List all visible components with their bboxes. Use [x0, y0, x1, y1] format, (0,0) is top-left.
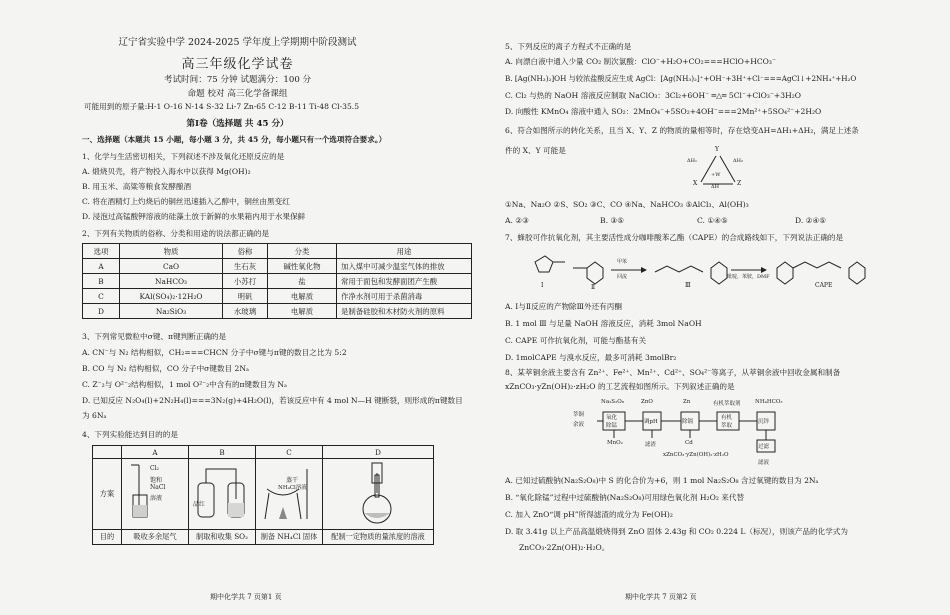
page-footer: 期中化学共 7 页第1 页: [210, 593, 282, 601]
label-dh1: ΔH₁: [687, 158, 697, 164]
q6-stem-cont: 件的 X、Y 可能是: [505, 146, 566, 155]
q3-stem: 3、下列常见微粒中σ键、π键判断正确的是: [82, 332, 227, 341]
q8-option: A. 已知过硫酸钠(Na₂S₂O₈)中 S 的化合价为+6，则 1 mol Na₂S₂O₈ 含过氧键的数目为 2Nₐ: [505, 476, 819, 485]
table-cell: 电解质: [268, 289, 337, 304]
flow-step-oxidize: 氧化: [606, 415, 618, 421]
table-header: C: [256, 446, 323, 459]
table-header-row: [83, 244, 472, 259]
q1-option: C. 将在酒精灯上灼烧后的铜丝迅速插入乙醇中，铜丝由黑变红: [82, 197, 290, 206]
q6-stem: 6、符合如图所示的转化关系，且当 X、Y、Z 的物质的量相等时，存在焓变ΔH=ΔH₁+ΔH₂，满足上述条: [505, 126, 859, 135]
table-cell: 常用于面包和发酵面团产生酸: [337, 274, 472, 289]
q6-option: A. ②③: [505, 216, 529, 225]
cond-toluene: 甲苯: [617, 259, 628, 265]
table-cell: 作净水剂可用于杀菌消毒: [337, 289, 472, 304]
apparatus-d-figure: [326, 459, 430, 527]
q1-option: B. 用玉米、高粱等粮食发酵酿酒: [82, 182, 192, 191]
q8-option: B. “氧化除锰”过程中过硫酸钠(Na₂S₂O₈)可用绿色氧化剂 H₂O₂ 来代替: [505, 493, 745, 502]
label-nacl: NaCl: [150, 484, 166, 491]
table-cell: 碱性氧化物: [268, 259, 337, 274]
label-dh2: ΔH₂: [733, 158, 743, 164]
apparatus-b-figure: [192, 459, 252, 527]
flow-reagent-4: 有机萃取剂: [713, 401, 741, 407]
q3-option: B. CO 与 N₂ 结构相似，CO 分子中σ键数目 2Nₐ: [82, 364, 249, 373]
exam-page-2: [475, 0, 950, 615]
flow-step-demn: 除锰: [606, 423, 618, 429]
table-header: 俗称: [223, 244, 268, 259]
q7-structures: [515, 248, 895, 292]
label-saturated: 饱和: [150, 477, 163, 484]
apparatus-c: [256, 459, 323, 530]
section-instruction: 一、选择题（本题共 15 小题，每小题 3 分，共 45 分，每小题只有一个选项符合要求。）: [82, 135, 387, 144]
q3-option: C. Z⁻₂与 O²⁻₂结构相似，1 mol O²⁻₂中含有的π键数目为 Nₐ: [82, 380, 287, 389]
q6-choices: ①Na、Na₂O ②S、SO₂ ③C、CO ④Na、NaHCO₃ ⑤AlCl₃、Al(OH)₃: [505, 200, 749, 209]
q5-option: C. Cl₂ 与热的 NaOH 溶液反应制取 NaClO₃：3Cl₂+6OH⁻ ═△═ 5Cl⁻+ClO₃⁻+3H₂O: [505, 91, 801, 100]
q7-option: C. CAPE 可作抗氧化剂，可能与酯基有关: [505, 336, 647, 345]
table-row: [93, 459, 434, 530]
table-cell: 配制一定物质的量浓度的溶液: [323, 530, 434, 545]
table-header-row: [93, 446, 434, 459]
compound-iii: Ⅲ: [685, 282, 691, 289]
label-nh4cl-solution: NH₄Cl溶液: [278, 485, 307, 491]
flow-reagent-1: Na₂S₂O₈: [601, 399, 624, 405]
flow-step-decd: 除镉: [682, 419, 694, 425]
label-solution: 溶液: [150, 495, 163, 502]
table-header: 分类: [268, 244, 337, 259]
apparatus-d: [323, 459, 434, 530]
q8-option: C. 加入 ZnO“调 pH”所得滤渣的成分为 Fe(OH)₂: [505, 510, 673, 519]
table-cell: C: [83, 289, 120, 304]
q8-option: D. 取 3.41g 以上产品高温煅烧得到 ZnO 固体 2.43g 和 CO₂ 0.224 L（标况），则该产品的化学式为: [505, 527, 848, 536]
flow-product: xZnCO₃·yZn(OH)₂·zH₂O: [663, 452, 729, 458]
flow-out-cd: Cd: [685, 440, 693, 446]
label-evaporate: 蒸干: [286, 477, 299, 484]
q8-stem: 8、某萃铜余液主要含有 Zn²⁺、Fe²⁺、Mn²⁺、Cd²⁺、SO₄²⁻等离子，从萃铜余液中回收金属和制备: [505, 368, 841, 377]
compound-ii: Ⅱ: [591, 284, 596, 291]
flow-step-ph: 调pH: [644, 419, 658, 425]
q1-option: D. 浸泡过高锰酸钾溶液的硅藻土放于新鲜的水果箱内用于水果保鲜: [82, 212, 306, 221]
table-row: [83, 259, 472, 274]
table-row: [83, 274, 472, 289]
atomic-masses: 可能用到的原子量:H-1 O-16 N-14 S-32 Li-7 Zn-65 C-12 B-11 Ti-48 Cl-35.5: [84, 102, 360, 111]
q1-stem: 1、化学与生活密切相关，下列叙述不涉及氧化还原反应的是: [82, 152, 285, 161]
q8-flowchart: [571, 396, 851, 470]
flow-out-filtrate: 滤液: [758, 460, 770, 466]
apparatus-c-figure: [259, 459, 319, 527]
table-header: 用途: [337, 244, 472, 259]
table-cell: 制备 NH₄Cl 固体: [256, 530, 323, 545]
q4-stem: 4、下列实验能达到目的的是: [82, 430, 178, 439]
apparatus-b: [189, 459, 256, 530]
table-cell: D: [83, 304, 120, 319]
q2-stem: 2、下列有关物质的俗称、分类和用途的说法都正确的是: [82, 229, 270, 238]
q2-table: [82, 243, 472, 319]
school-title: 辽宁省实验中学 2024-2025 学年度上学期期中阶段测试: [118, 37, 357, 48]
table-cell: Na₂SiO₃: [120, 304, 223, 319]
table-header: 选项: [83, 244, 120, 259]
q6-option: D. ②④⑤: [795, 216, 827, 225]
q8-option-cont: ZnCO₃·2Zn(OH)₂·H₂O。: [519, 543, 610, 552]
q5-option: A. 向漂白液中通入少量 CO₂ 制次氯酸：ClO⁻+H₂O+CO₂===HClO+HCO₃⁻: [505, 57, 776, 66]
flow-step-filter: 过滤: [758, 444, 770, 450]
table-cell: 加入煤中可减少温室气体的排放: [337, 259, 472, 274]
label-w: +W: [711, 172, 721, 178]
flow-feed-2: 余液: [573, 422, 585, 428]
table-header: D: [323, 446, 434, 459]
node-z: Z: [737, 180, 742, 187]
table-cell: 方案: [93, 459, 122, 530]
table-header: 物质: [120, 244, 223, 259]
label-dh: ΔH: [711, 184, 719, 190]
exam-info: 考试时间：75 分钟 试题满分：100 分: [163, 75, 312, 85]
proposer-line: 命题 校对 高三化学备课组: [187, 89, 288, 99]
q7-synthesis-route: [515, 248, 895, 292]
cond-pyridine: 吡啶，苯胺，DMF: [727, 274, 770, 280]
flow-step-organic: 有机: [721, 415, 733, 421]
flow-step-extract: 萃取: [721, 423, 733, 429]
q7-option: D. 1molCAPE 与溴水反应，最多可消耗 3molBr₂: [505, 353, 677, 362]
q3-option: D. 已知反应 N₂O₄(l)+2N₂H₄(l)===3N₂(g)+4H₂O(l)，若该反应中有 4 mol N—H 键断裂，则形成的π键数目: [82, 396, 463, 405]
q5-option: B. [Ag(NH₃)₂]OH 与较浓盐酸反应生成 AgCl：[Ag(NH₃)₂]⁺+OH⁻+3H⁺+Cl⁻===AgCl↓+2NH₄⁺+H₂O: [505, 74, 857, 83]
table-cell: 明矾: [223, 289, 268, 304]
q7-option: A. Ⅰ与Ⅱ反应的产物除Ⅲ外还有丙酮: [505, 302, 622, 311]
table-cell: KAl(SO₄)₂·12H₂O: [120, 289, 223, 304]
q7-stem: 7、蜂胶可作抗氧化剂，其主要活性成分咖啡酸苯乙酯（CAPE）的合成路线如下，下列说法正确的是: [505, 233, 844, 242]
q3-option: A. CN⁻与 N₂ 结构相似，CH₂===CHCN 分子中σ键与π键的数目之比为 5:2: [82, 348, 347, 357]
q6-option: C. ①④⑤: [697, 216, 728, 225]
q3-option: 为 6Nₐ: [82, 411, 107, 420]
node-x: X: [693, 180, 698, 187]
table-cell: 电解质: [268, 304, 337, 319]
table-cell: 水玻璃: [223, 304, 268, 319]
table-cell: NaHCO₃: [120, 274, 223, 289]
compound-cape: CAPE: [815, 282, 833, 289]
section-title: 第Ⅰ卷（选择题 共 45 分）: [186, 119, 289, 129]
table-row: [83, 304, 472, 319]
apparatus-a: [122, 459, 189, 530]
table-row: [93, 530, 434, 545]
cond-reflux: 回流: [617, 274, 628, 280]
compound-i: Ⅰ: [541, 282, 544, 289]
q4-table: [92, 445, 434, 545]
node-y: Y: [715, 146, 719, 153]
label-cl2: Cl₂: [150, 465, 159, 472]
q8-flow-lines: [571, 396, 851, 470]
flow-out-mno2: MnO₂: [607, 440, 623, 446]
q1-option: A. 煅烧贝壳，将产物投入海水中以获得 Mg(OH)₂: [82, 167, 251, 176]
table-header: B: [189, 446, 256, 459]
table-cell: 制取和收集 SO₂: [189, 530, 256, 545]
table-cell: 是制备硅胶和木材防火剂的原料: [337, 304, 472, 319]
q7-option: B. 1 mol Ⅲ 与足量 NaOH 溶液反应，消耗 3mol NaOH: [505, 319, 702, 328]
q8-stem-cont: xZnCO₃·yZn(OH)₂·zH₂O 的工艺流程如图所示。下列叙述正确的是: [505, 382, 735, 391]
table-cell: B: [83, 274, 120, 289]
flow-step-zinc: 沉锌: [758, 419, 770, 425]
table-cell: CaO: [120, 259, 223, 274]
flow-reagent-5: NH₄HCO₃: [755, 399, 783, 405]
table-cell: 吸收多余尾气: [122, 530, 189, 545]
flow-out-residue: 滤渣: [645, 442, 657, 448]
table-cell: 小苏打: [223, 274, 268, 289]
table-cell: 盐: [268, 274, 337, 289]
table-cell: 生石灰: [223, 259, 268, 274]
flow-reagent-2: ZnO: [641, 399, 653, 405]
flow-reagent-3: Zn: [683, 399, 691, 405]
label-magenta: 品红: [193, 501, 206, 508]
q6-option: B. ③⑤: [600, 216, 625, 225]
table-cell: 目的: [93, 530, 122, 545]
table-header: A: [122, 446, 189, 459]
q5-stem: 5、下列反应的离子方程式不正确的是: [505, 42, 632, 51]
q6-diagram: [683, 146, 753, 190]
table-cell: A: [83, 259, 120, 274]
page-footer: 期中化学共 7 页第2 页: [625, 593, 697, 601]
flow-feed-1: 萃铜: [573, 412, 585, 418]
q5-option: D. 向酸性 KMnO₄ 溶液中通入 SO₂：2MnO₄⁻+5SO₂+4OH⁻===2Mn²⁺+5SO₄²⁻+2H₂O: [505, 107, 822, 116]
exam-title: 高三年级化学试卷: [181, 57, 294, 72]
table-row: [83, 289, 472, 304]
